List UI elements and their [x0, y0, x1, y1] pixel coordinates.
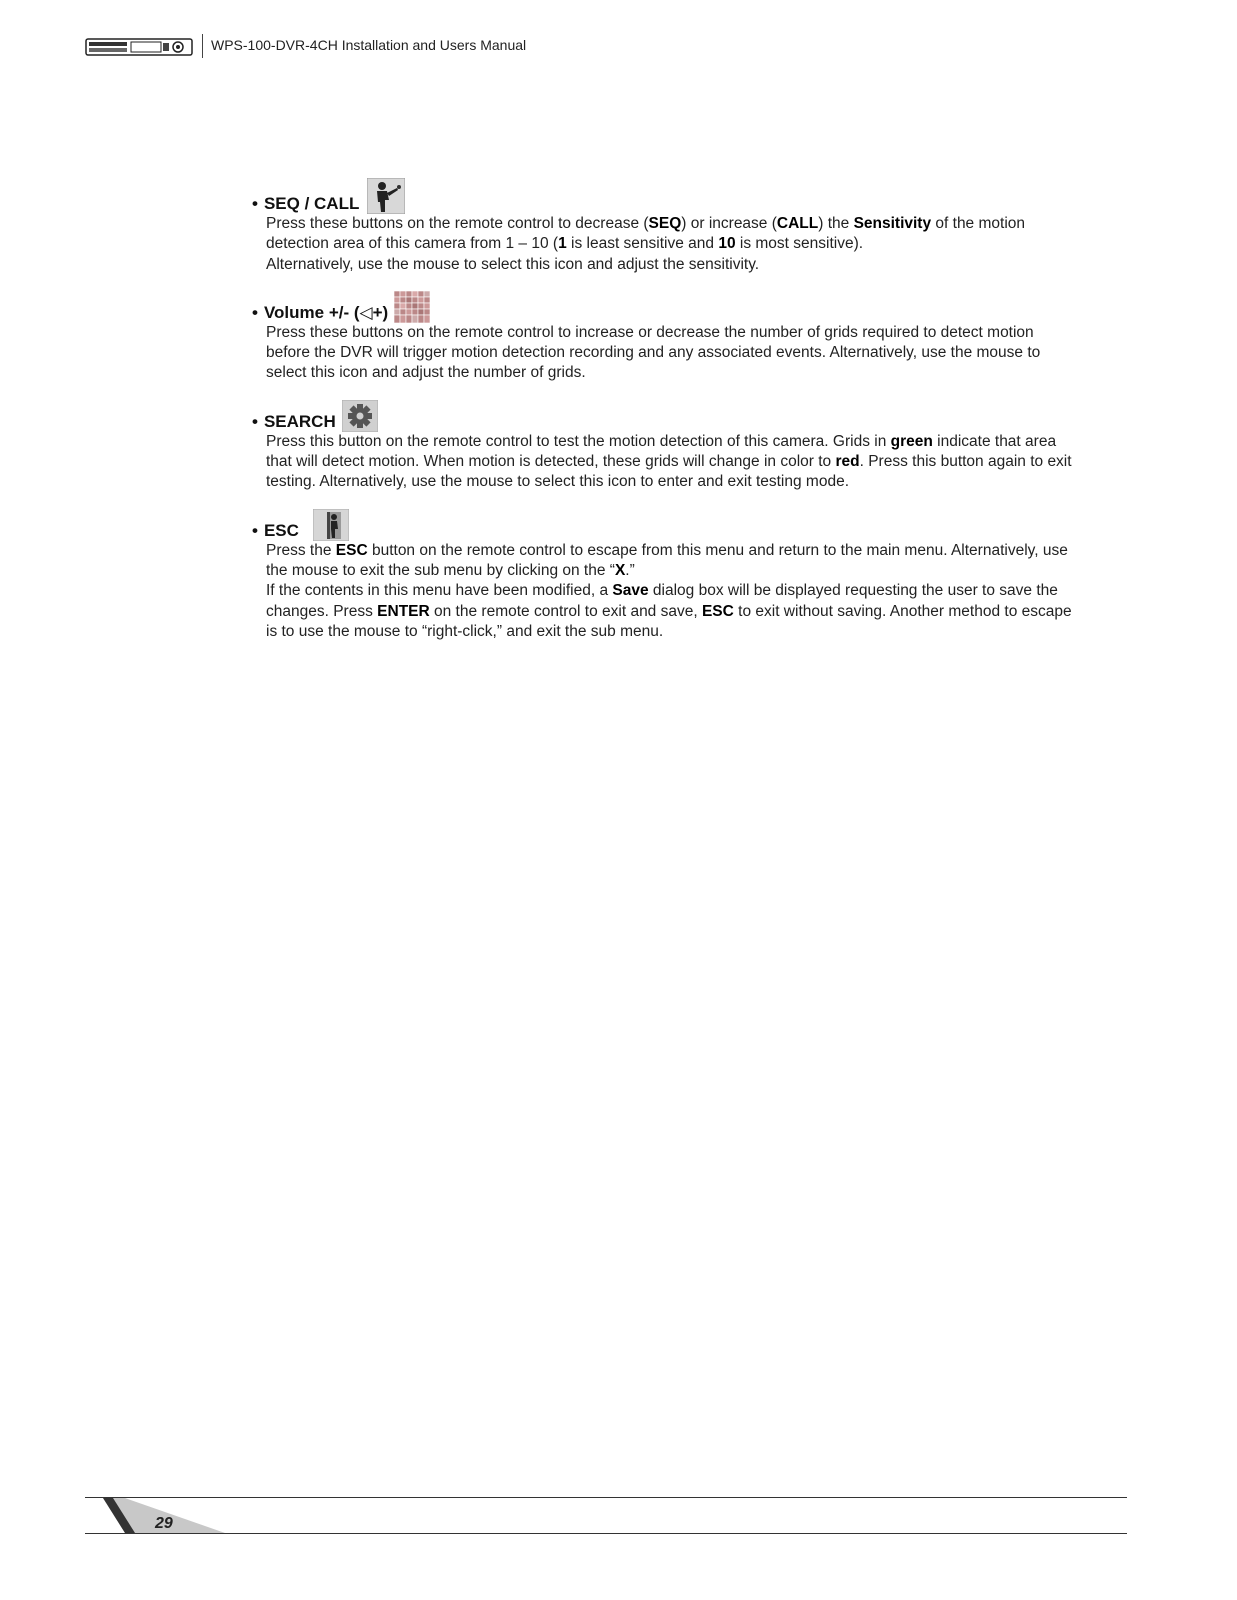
paragraph: Press these buttons on the remote control to increase or decrease the number of grids required to detect motion before the DVR will trigger motion detection recording and any associated events. Alternatively, use the mouse to select this icon and adjust the number of grids.: [266, 323, 1041, 382]
grid-count-icon: [394, 291, 430, 323]
bullet: •: [252, 411, 258, 431]
heading-tail: ): [382, 302, 389, 322]
heading-label: SEARCH: [263, 411, 336, 431]
paragraph: Press this button on the remote control to test the motion detection of this camera. Grids in green indicate that area that will detect motion. When motion is detected, these grids will change in color to red. Press this button again to exit testing. Alternatively, use the mouse to select this icon to enter and exit testing mode.: [266, 432, 1072, 491]
bullet: •: [252, 194, 258, 213]
heading-label: ESC: [263, 520, 299, 540]
paragraph: If the contents in this menu have been modified, a Save dialog box will be displayed requesting the user to save the changes. Press ENTER on the remote control to exit and save, ESC to exit without saving. Another method to escape is to use the mouse to “right-click,” and exit the sub menu.: [266, 582, 1072, 640]
dvr-device-icon: [85, 36, 195, 58]
bold-term: green: [890, 432, 933, 450]
heading-label: SEQ / CALL: [263, 194, 360, 213]
gear-icon: [342, 400, 378, 432]
esc-section: [252, 503, 1072, 642]
paragraph: Press the ESC button on the remote control to escape from this menu and return to the main menu. Alternatively, use the mouse to exit the sub menu by clicking on the “X.”: [266, 541, 1068, 579]
bold-term: X: [614, 561, 626, 579]
bold-term: red: [835, 453, 860, 471]
exit-door-icon: [313, 509, 349, 541]
section-body: [266, 541, 1072, 642]
bold-term: Sensitivity: [853, 215, 932, 232]
bold-term: SEQ: [648, 215, 682, 232]
sensitivity-figure-icon: [367, 178, 405, 214]
bold-term: 1: [558, 235, 567, 253]
manual-title: WPS-100-DVR-4CH Installation and Users Manual: [211, 37, 527, 53]
bold-term: ENTER: [377, 602, 430, 620]
section-body: [266, 214, 1072, 275]
header-divider: [202, 34, 203, 58]
heading-label: Volume +/- (: [263, 302, 360, 322]
footer-rule-bottom: [85, 1533, 1127, 1534]
section-heading: [252, 503, 1072, 541]
bullet: •: [252, 520, 258, 540]
main-content: [252, 176, 1072, 652]
bold-term: ESC: [701, 602, 734, 620]
search-section: [252, 394, 1072, 493]
section-heading: [252, 285, 1072, 323]
bullet: •: [252, 302, 258, 322]
page-header: [85, 34, 685, 60]
section-body: [266, 432, 1072, 493]
seq-call-section: [252, 176, 1072, 275]
bold-term: CALL: [776, 215, 819, 232]
section-heading: [252, 176, 1072, 214]
page-number: 29: [155, 1515, 173, 1532]
bold-term: 10: [718, 235, 736, 253]
paragraph: Press these buttons on the remote control to decrease (SEQ) or increase (CALL) the Sensitivity of the motion detection area of this camera from 1 – 10 (1 is least sensitive and 10 is most sensitive).: [266, 215, 1026, 253]
page-footer: [85, 1497, 1127, 1537]
section-body: [266, 323, 1072, 384]
speaker-plus-glyph: ◁+: [359, 302, 383, 322]
bold-term: Save: [612, 582, 649, 600]
section-heading: [252, 394, 1072, 432]
bold-term: ESC: [335, 541, 368, 559]
volume-section: [252, 285, 1072, 384]
paragraph: Alternatively, use the mouse to select this icon and adjust the sensitivity.: [266, 255, 760, 273]
